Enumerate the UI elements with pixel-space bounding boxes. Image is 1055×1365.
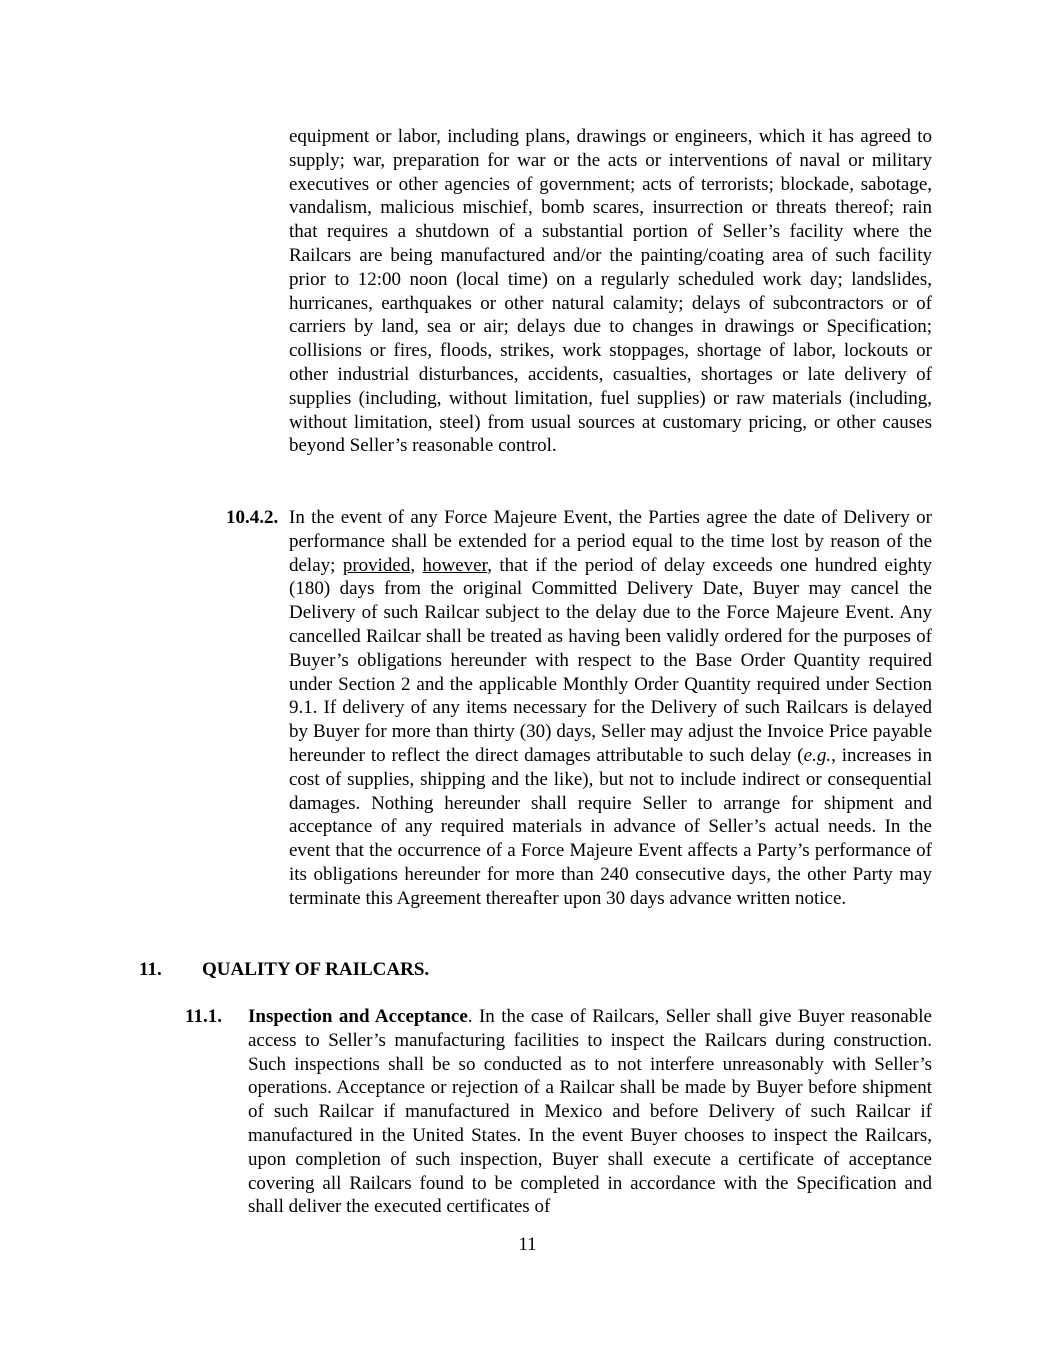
section-11-number: 11. [139, 959, 162, 980]
s1042-text-3: , that if the period of delay exceeds one hundred eighty (180) days from the original Committed Delivery Date, Buyer may cancel the Delivery of such Railcar subject to the delay due to the Force Majeure Event. Any cancelled Railcar shall be treated as having been validly ordered for the purposes of Buyer’s obligations hereunder with respect to the Base Order Quantity required under Section 2 and the applicable Monthly Order Quantity required under Section 9.1. If delivery of any items necessary for the Delivery of such Railcars is delayed by Buyer for more than thirty (30) days, Seller may adjust the Invoice Price payable hereunder to reflect the direct damages attributable to such delay ( [289, 554, 933, 766]
section-10-4-2-paragraph [289, 506, 932, 911]
continuation-paragraph: equipment or labor, including plans, drawings or engineers, which it has agreed to supply; war, preparation for war or the acts or interventions of naval or military executives or other agencies of government; acts of terrorists; blockade, sabotage, vandalism, malicious mischief, bomb scares, insurrection or threats thereof; rain that requires a shutdown of a substantial portion of Seller’s facility where the Railcars are being manufactured and/or the painting/coating area of such facility prior to 12:00 noon (local time) on a regularly scheduled work day; landslides, hurricanes, earthquakes or other natural calamity; delays of subcontractors or of carriers by land, sea or air; delays due to changes in drawings or Specification; collisions or fires, floods, strikes, work stoppages, shortage of labor, lockouts or other industrial disturbances, accidents, casualties, shortages or late delivery of supplies (including, without limitation, fuel supplies) or raw materials (including, without limitation, steel) from usual sources at customary pricing, or other causes beyond Seller’s reasonable control. [289, 126, 932, 457]
inspection-acceptance-heading: Inspection and Acceptance [248, 1006, 468, 1027]
eg-term: e.g. [803, 744, 832, 766]
s1042-text-1: In the event of any Force Majeure Event, the Parties agree the date of Delivery or performance shall be extended for a period equal to the time lost by reason of the delay; [289, 507, 932, 576]
section-11-1-label: 11.1. [185, 1006, 222, 1027]
however-term: however [422, 554, 488, 576]
provided-term: provided [342, 554, 411, 576]
s111-text: . In the case of Railcars, Seller shall give Buyer reasonable access to Seller’s manufacturing facilities to inspect the Railcars during construction. Such inspections shall be so conducted as to not interfere unreasonably with Seller’s operations. Acceptance or rejection of a Railcar shall be made by Buyer before shipment of such Railcar if manufactured in Mexico and before Delivery of such Railcar if manufactured in the United States. In the event Buyer chooses to inspect the Railcars, upon completion of such inspection, Buyer shall execute a certificate of acceptance covering all Railcars found to be completed in accordance with the Specification and shall deliver the executed certificates of [248, 1006, 932, 1218]
section-11-1-paragraph [248, 1005, 932, 1219]
s1042-text-4: , increases in cost of supplies, shipping and the like), but not to include indirect or consequential damages. Nothing hereunder shall require Seller to arrange for shipment and acceptance of any required materials in advance of Seller’s actual needs. In the event that the occurrence of a Force Majeure Event affects a Party’s performance of its obligations hereunder for more than 240 consecutive days, the other Party may terminate this Agreement thereafter upon 30 days advance written notice. [289, 744, 933, 909]
section-10-4-2-label: 10.4.2. [226, 507, 279, 528]
page-number: 11 [518, 1234, 537, 1255]
s1042-text-2: , [410, 554, 423, 576]
section-11-title: QUALITY OF RAILCARS. [202, 959, 430, 980]
